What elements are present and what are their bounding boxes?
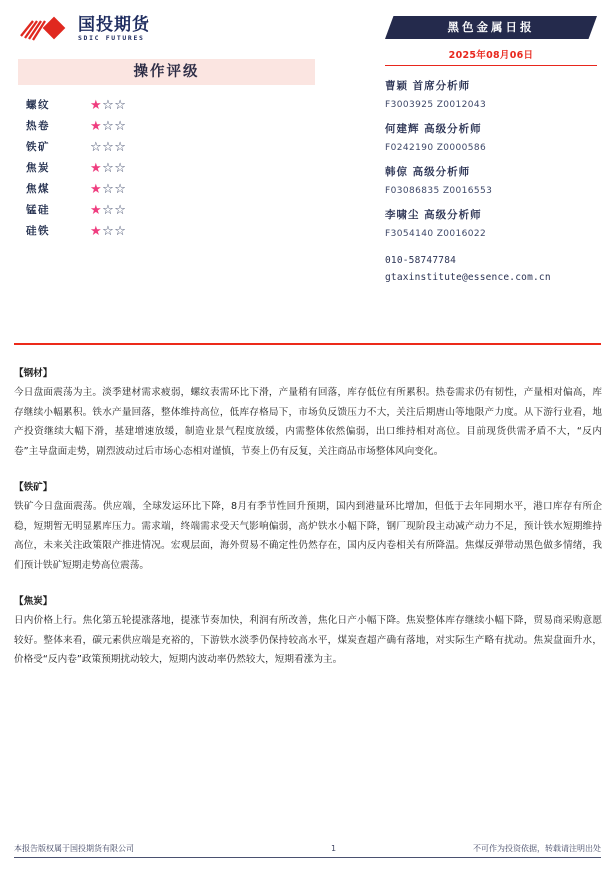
rating-stars: ★☆☆ xyxy=(90,160,127,175)
contact-block xyxy=(385,252,597,286)
rating-row-tiekuang xyxy=(18,136,315,157)
rating-stars: ☆☆☆ xyxy=(90,139,127,154)
section-gangcai xyxy=(14,364,602,461)
footer-divider xyxy=(14,857,601,858)
analyst-license-codes: F0242190 Z0000586 xyxy=(385,143,487,153)
section-title: 【焦炭】 xyxy=(14,596,53,607)
section-body: 日内价格上行。焦化第五轮提涨落地，提涨节奏加快，利润有所改善，焦化日产小幅下降。焦炭整体库存继续小幅下降，贸易商采购意愿较好。整体来看，碳元素供应端是充裕的，下游铁水淡季仍保持较高水平，煤炭查超产确有落地，对实际生产略有扰动。焦炭盘面升水，价格受“反内卷”政策预期扰动较大，短期内波动率仍然较大，短期看涨为主。 xyxy=(14,615,602,665)
analyst-license-codes: F3054140 Z0016022 xyxy=(385,229,487,239)
analyst-license-codes: F3003925 Z0012043 xyxy=(385,100,487,110)
header-divider xyxy=(14,343,601,345)
rating-row-jiaomei xyxy=(18,178,315,199)
footer-copyright: 本报告版权属于国投期货有限公司 xyxy=(14,844,134,853)
rating-row-jiaotan xyxy=(18,157,315,178)
analyst-name: 曹颖 首席分析师 xyxy=(385,80,471,92)
rating-row-rejuan xyxy=(18,115,315,136)
report-title: 黑色金属日报 xyxy=(447,20,535,34)
section-title: 【铁矿】 xyxy=(14,482,53,493)
analyst-entry xyxy=(385,78,597,113)
rating-label: 焦炭 xyxy=(26,162,50,174)
rating-label: 硅铁 xyxy=(26,225,50,237)
analyst-entry xyxy=(385,164,597,199)
analyst-name: 何建辉 高级分析师 xyxy=(385,123,482,135)
rating-label: 焦煤 xyxy=(26,183,50,195)
rating-label: 热卷 xyxy=(26,120,50,132)
brand-logo xyxy=(20,16,150,43)
rating-row-luowen xyxy=(18,94,315,115)
rating-card-title: 操作评级 xyxy=(18,59,315,85)
rating-label: 螺纹 xyxy=(26,99,50,111)
rating-row-guitie xyxy=(18,220,315,241)
report-content xyxy=(14,364,602,687)
section-body: 今日盘面震荡为主。淡季建材需求疲弱，螺纹表需环比下滑，产量稍有回落，库存低位有所累积。热卷需求仍有韧性，产量相对偏高，库存继续小幅累积。铁水产量回落，整体维持高位，低库存格局下，市场负反馈压力不大，关注后期唐山等地限产力度。从下游行业看，地产投资继续大幅下滑，基建增速放缓，制造业景气程度放缓，内需整体依然偏弱，出口维持相对高位。目前现货供需矛盾不大，“反内卷”主导盘面走势，剧烈波动过后市场心态相对谨慎，节奏上仍有反复，关注商品市场整体风向变化。 xyxy=(14,387,602,457)
footer-page-number: 1 xyxy=(330,844,337,853)
analyst-entry xyxy=(385,121,597,156)
rating-row-mengui xyxy=(18,199,315,220)
rating-stars: ★☆☆ xyxy=(90,223,127,238)
analyst-entry xyxy=(385,207,597,242)
date-divider xyxy=(385,65,597,66)
report-date: 2025年08月06日 xyxy=(448,50,534,61)
brand-name-cn: 国投期货 xyxy=(78,15,150,36)
rating-stars: ★☆☆ xyxy=(90,97,127,112)
section-tiekuang xyxy=(14,478,602,575)
contact-phone[interactable]: 010-58747784 xyxy=(385,255,457,266)
rating-label: 锰硅 xyxy=(26,204,50,216)
section-title: 【钢材】 xyxy=(14,368,53,379)
analyst-name: 李啸尘 高级分析师 xyxy=(385,209,482,221)
operation-rating-card xyxy=(18,59,315,241)
analyst-list xyxy=(385,78,597,242)
rating-label: 铁矿 xyxy=(26,141,50,153)
report-header xyxy=(0,0,615,345)
contact-email[interactable]: gtaxinstitute@essence.com.cn xyxy=(385,272,551,283)
section-jiaotan xyxy=(14,592,602,670)
rating-stars: ★☆☆ xyxy=(90,202,127,217)
rating-stars: ★☆☆ xyxy=(90,181,127,196)
section-body: 铁矿今日盘面震荡。供应端，全球发运环比下降，8月有季节性回升预期，国内到港量环比增加，但低于去年同期水平，港口库存有所企稳，短期暂无明显累库压力。需求端，终端需求受天气影响偏弱，高炉铁水小幅下降，钢厂现阶段主动减产动力不足，预计铁水短期维持高位，未来关注政策限产推进情况。宏观层面，海外贸易不确定性仍然存在，国内反内卷相关有所降温。焦煤反弹带动黑色做多情绪，我们预计铁矿短期走势高位震荡。 xyxy=(14,501,602,571)
report-title-ribbon xyxy=(385,16,597,39)
sdic-futures-logo-icon xyxy=(20,16,72,43)
report-footer xyxy=(0,830,615,870)
footer-disclaimer: 不可作为投资依据，转载请注明出处 xyxy=(473,844,601,853)
report-meta-block xyxy=(385,16,597,286)
analyst-license-codes: F03086835 Z0016553 xyxy=(385,186,493,196)
brand-name-en: SDIC FUTURES xyxy=(78,34,145,43)
footer-row xyxy=(14,843,601,854)
rating-stars: ★☆☆ xyxy=(90,118,127,133)
rating-rows xyxy=(18,94,315,241)
analyst-name: 韩倞 高级分析师 xyxy=(385,166,471,178)
